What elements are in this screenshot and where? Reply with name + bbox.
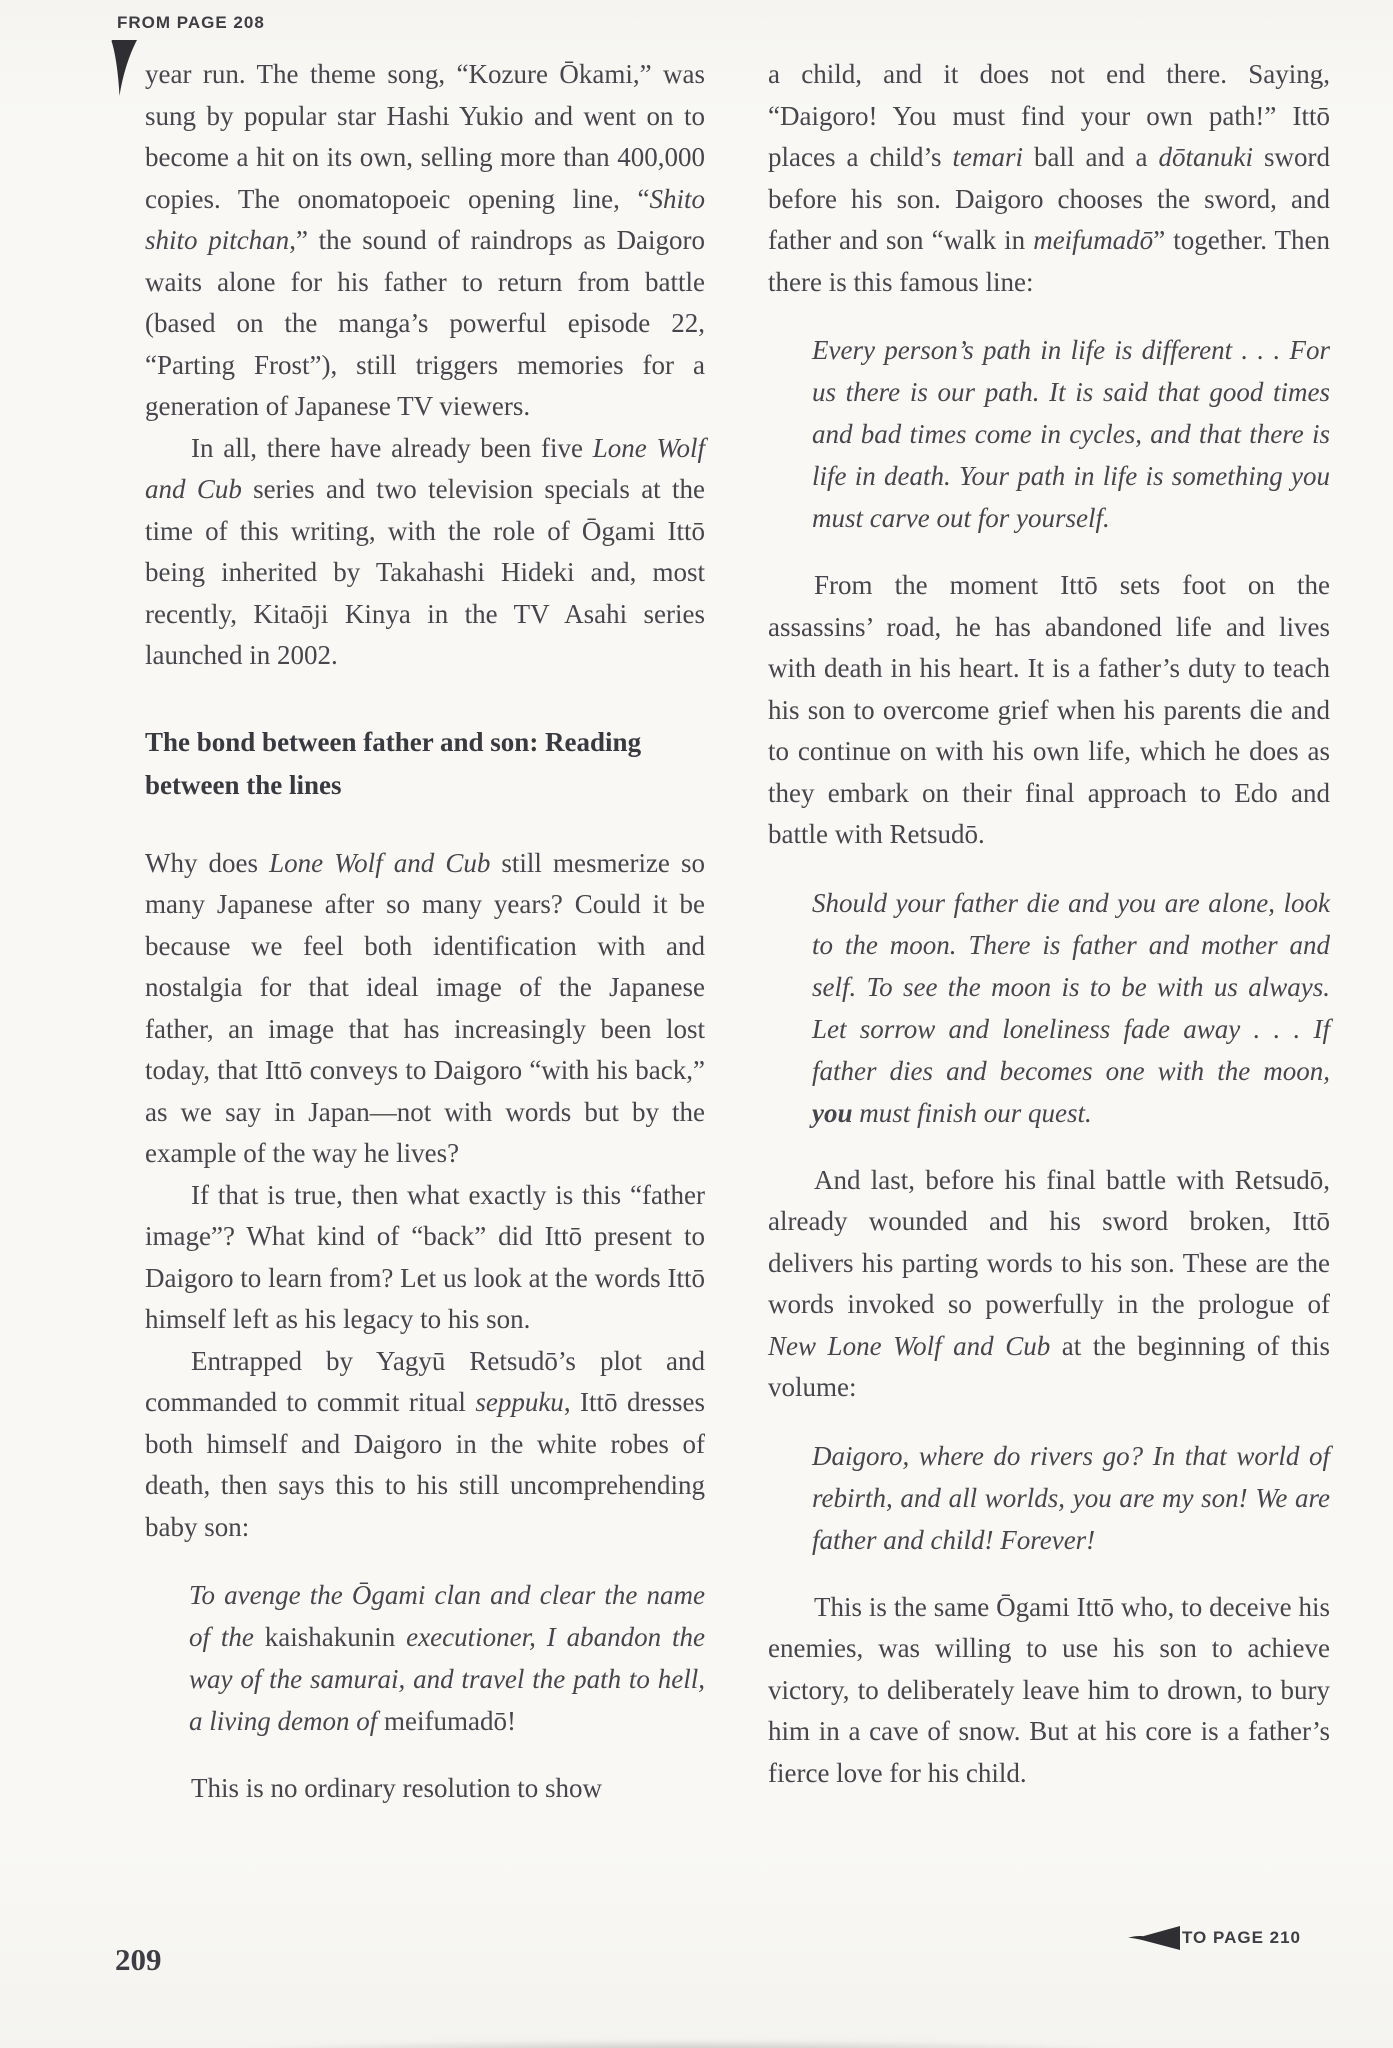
text-segment: year run. The theme song, “Kozure Ōkami,” was sung by popular star Hashi Yukio and went on to become a hit on its own, selling more than 400,000 copies. The onomatopoeic opening line, “ — [145, 59, 705, 214]
text-segment: This is no ordinary resolution to show — [191, 1773, 602, 1803]
text-segment: seppuku — [475, 1387, 564, 1417]
text-segment: Lone Wolf and Cub — [269, 847, 491, 878]
jumpline-to-page-group — [1128, 1925, 1301, 1951]
block-quote — [189, 1574, 705, 1742]
text-segment: meifumadō! — [383, 1706, 516, 1736]
body-paragraph — [145, 1175, 705, 1341]
body-paragraph — [768, 54, 1330, 303]
text-segment: sword before his son. Daigoro chooses the sword, and father and son “walk in — [768, 142, 1330, 255]
text-segment: Every person’s path in life is different . . . For us there is our path. It is said that good times and bad times come in cycles, and that there is life in death. Your path in life is something you must carve out for yourself. — [812, 335, 1330, 533]
body-paragraph — [768, 1587, 1330, 1795]
text-segment: Entrapped by Yagyū Retsudō’s plot and commanded to commit ritual — [145, 1345, 705, 1417]
to-page-arrow-icon — [1128, 1925, 1180, 1951]
text-segment: at the beginning of this volume: — [768, 1330, 1330, 1402]
text-segment: Daigoro, where do rivers go? In that world of rebirth, and all worlds, you are my son! We are father and child! Forever! — [812, 1440, 1330, 1555]
page-number: 209 — [115, 1942, 162, 1977]
text-segment: Shito shito pitchan — [145, 183, 705, 255]
text-segment: Lone Wolf and Cub — [145, 432, 706, 504]
text-segment: dōtanuki — [1158, 142, 1253, 172]
jump-flag-icon — [111, 39, 138, 97]
block-quote — [812, 882, 1330, 1134]
body-paragraph — [768, 1160, 1330, 1409]
jumpline-to-page: TO PAGE 210 — [1181, 1928, 1301, 1947]
text-segment: New Lone Wolf and Cub — [768, 1330, 1051, 1361]
text-segment: Why does — [145, 847, 270, 878]
text-segment: , Ittō dresses both himself and Daigoro in the white robes of death, then says this to his still uncomprehending baby son: — [145, 1387, 705, 1542]
text-segment: meifumadō — [1033, 225, 1154, 255]
text-segment: ball and a — [1022, 142, 1159, 172]
section-heading — [145, 721, 705, 807]
jumpline-from-page: FROM PAGE 208 — [117, 13, 265, 32]
body-paragraph — [145, 54, 705, 428]
body-paragraph — [145, 428, 705, 677]
text-segment: Should your father die and you are alone, look to the moon. There is father and mother and self. To see the moon is to be with us always. Let sorrow and loneliness fade away . . . If father dies and becomes one with the moon, — [812, 887, 1330, 1086]
text-segment: you — [812, 1097, 853, 1128]
block-quote — [812, 1435, 1330, 1561]
text-segment: ” together. Then there is this famous line: — [768, 225, 1330, 297]
scan-shadow — [223, 2040, 1142, 2048]
text-segment: And last, before his final battle with Retsudō, already wounded and his sword broken, Ittō delivers his parting words to his son. These are the words invoked so powerfully in the prologue of — [768, 1164, 1330, 1319]
text-segment: If that is true, then what exactly is this “father image”? What kind of “back” did Ittō present to Daigoro to learn from? Let us look at the words Ittō himself left as his legacy to his son. — [145, 1179, 705, 1334]
body-paragraph — [145, 843, 705, 1175]
body-paragraph — [768, 565, 1330, 856]
text-segment: This is the same Ōgami Ittō who, to deceive his enemies, was willing to use his son to achieve victory, to deliberately leave him to drown, to bury him in a cave of snow. But at his core is a father’s fierce love for his child. — [768, 1591, 1330, 1788]
text-segment: series and two television specials at the time of this writing, with the role of Ōgami Ittō being inherited by Takahashi Hideki and, most recently, Kitaōji Kinya in the TV Asahi series launched in 2002. — [145, 474, 705, 670]
text-segment: must finish our quest. — [852, 1097, 1092, 1128]
text-segment: still mesmerize so many Japanese after so many years? Could it be because we feel both identification with and nostalgia for that ideal image of the Japanese father, an image that has increasingly been lost today, that Ittō conveys to Daigoro “with his back,” as we say in Japan—not with words but by the example of the way he lives? — [145, 847, 705, 1168]
text-column-left — [145, 54, 705, 1810]
text-column-right — [768, 54, 1330, 1794]
body-paragraph — [145, 1768, 705, 1810]
text-segment: The bond between father and son: Reading between the lines — [145, 726, 642, 800]
text-segment: a child, and it does not end there. Saying, “Daigoro! You must find your own path!” Ittō places a child’s — [768, 59, 1330, 172]
text-segment: kaishakunin — [264, 1622, 396, 1652]
text-segment: temari — [952, 142, 1023, 172]
text-segment: From the moment Ittō sets foot on the assassins’ road, he has abandoned life and lives with death in his heart. It is a father’s duty to teach his son to overcome grief when his parents die and to continue on with his own life, which he does as they embark on their final approach to Edo and battle with Retsudō. — [768, 570, 1330, 849]
text-segment: To avenge the Ōgami clan and clear the name of the — [189, 1580, 705, 1652]
body-paragraph — [145, 1341, 705, 1549]
text-segment: In all, there have already been five — [191, 432, 593, 463]
text-segment: ,” the sound of raindrops as Daigoro waits alone for his father to return from battle (based on the manga’s powerful episode 22, “Parting Frost”), still triggers memories for a generation of Japanese TV viewers. — [145, 225, 705, 421]
block-quote — [812, 329, 1330, 539]
text-segment: executioner, I abandon the way of the samurai, and travel the path to hell, a living demon of — [189, 1622, 705, 1736]
